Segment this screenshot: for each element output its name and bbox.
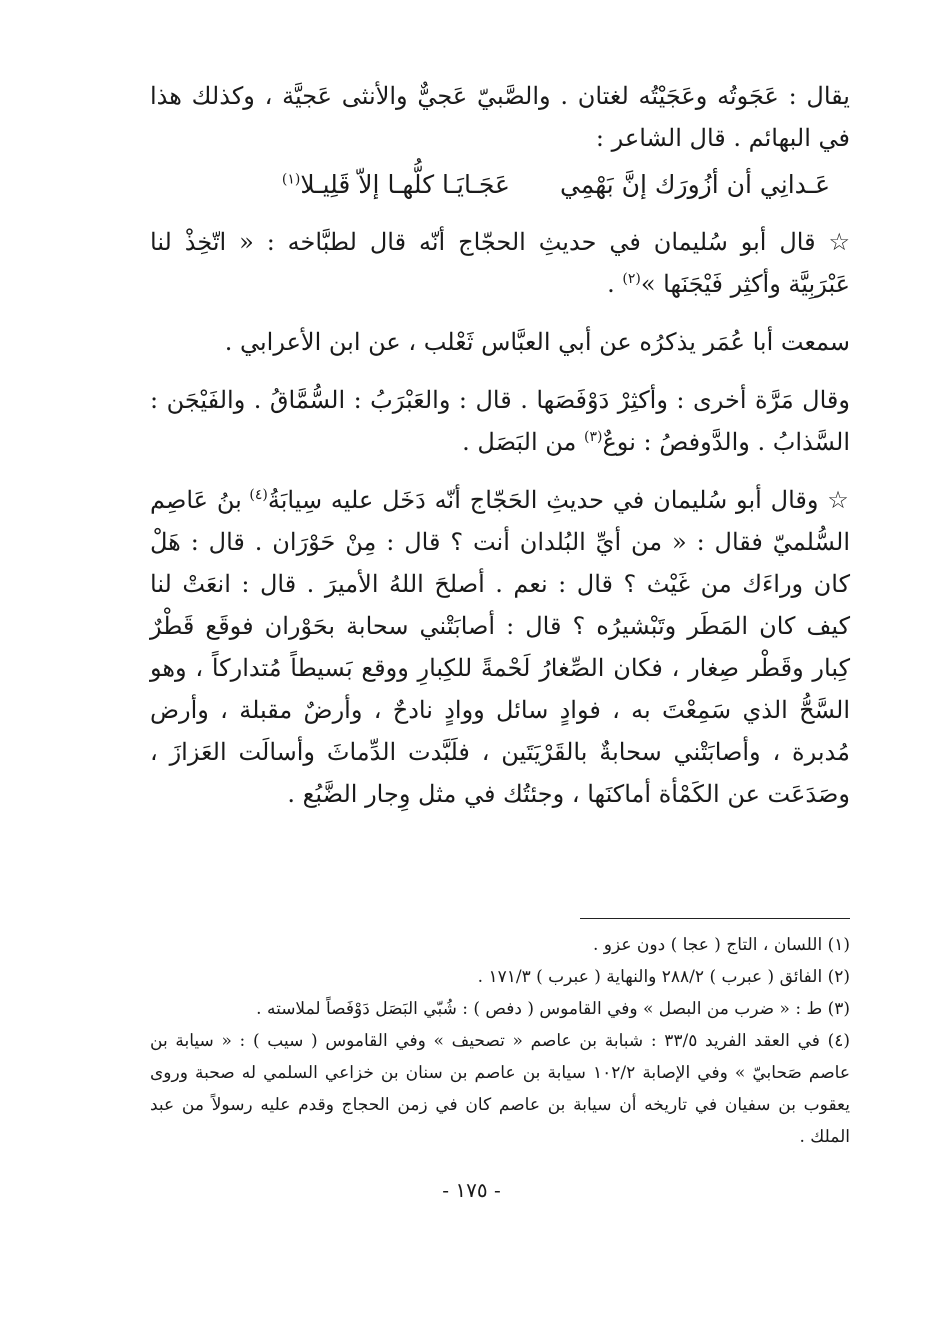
footnotes-section xyxy=(150,918,850,1153)
paragraph-2-text: ☆ قال أبو سُليمان في حديثِ الحجّاج أنّه قال لطبَّاخه : « اتّخِذْ لنا عَبْرَبِيَّة وأكثِر فَيْجَنَها » xyxy=(150,228,850,298)
footnote-4: (٤) في العقد الفريد ٣٣/٥ : شبابة بن عاصم « تصحيف » وفي القاموس ( سيب ) : « سيابة بن عاصم صَحابيّ » وفي الإصابة ١٠٢/٢ سيابة بن عاصم بن سنان بن خزاعي السلمي له صحبة وروى يعقوب بن سفيان في تاريخه أن سيابة بن عاصم كان في زمن الحجاج وقدم عليه رسولاً من عبد الملك . xyxy=(150,1031,851,1147)
footnote-ref-3: (٣) xyxy=(584,429,603,445)
verse-hemistich-2 xyxy=(282,163,510,207)
paragraph-5-text-b: بنُ عَاصِم السُّلميّ فقال : « من أيِّ البُلدان أنت ؟ قال : مِنْ حَوْرَان . قال : هَلْ كان وراءَك من غَيْث ؟ قال : نعم . أصلحَ اللهُ الأميرَ . قال : انعَتْ لنا كيف كان المَطَر وتَبْشيرُه ؟ قال : أصابَتْني سحابة بحَوْران فوقَع قَطْرٌ كِبار وقَطْر صِغار ، فكان الصِّغارُ لَحْمةً للكِبارِ ووقع بَسيطاً مُتداركاً ، وهو السَّحُّ الذي سَمِعْتَ به ، فوادٍ سائل ووادٍ نادحٌ ، وأرضٌ مقبلة ، وأرض مُدبرة ، وأصابَتْني سحابةٌ بالقَرْيَتَين ، فلَبَّدت الدِّماثَ وأسالَت العَزازَ ، وصَدَعَت عن الكَمْأة أماكنَها ، وجئتُك في مثل وِجار الضَّبُع . xyxy=(150,486,850,808)
poetry-verse xyxy=(150,163,830,207)
paragraph-3 xyxy=(150,321,850,363)
paragraph-4-text: وقال مَرَّة أخرى : وأكثِرْ دَوْفَصَها . قال : والعَبْرَبُ : السُّمَّاقُ . والفَيْجَن : السَّذابُ . والدَّوفصُ : نوعٌ xyxy=(150,386,850,456)
paragraph-2 xyxy=(150,221,850,305)
paragraph-5 xyxy=(150,479,850,815)
footnote-3: (٣) ط : « ضرب من البصل » وفي القاموس ( دفص ) : شُبّي البَصَل دَوْفَصاً لملاسته . xyxy=(256,999,850,1019)
paragraph-4 xyxy=(150,379,850,463)
page-number: - ١٧٥ - xyxy=(442,1178,501,1202)
footnote-ref-2: (٢) xyxy=(622,271,641,287)
paragraph-4-end: من البَصَل . xyxy=(462,428,585,456)
footnote-ref-1: (١) xyxy=(281,171,301,188)
paragraph-1 xyxy=(150,75,850,159)
paragraph-5-text-a: ☆ وقال أبو سُليمان في حديثِ الحَجّاج أنّه دَخَل عليه سِيابَةُ xyxy=(267,486,850,514)
paragraph-2-end: . xyxy=(607,270,623,298)
verse-hemistich-2-text: عَجَـايَـا كلُّهـا إلاّ قَلِيـلا xyxy=(300,170,510,199)
paragraph-3-text: سمعت أبا عُمَر يذكرُه عن أبي العبَّاس ثَعْلب ، عن ابن الأعرابي . xyxy=(224,328,850,356)
body-text xyxy=(150,75,850,831)
footnote-divider xyxy=(580,918,850,919)
footnote-2: (٢) الفائق ( عبرب ) ٢٨٨/٢ والنهاية ( عبرب ) ١٧١/٣ . xyxy=(477,967,850,987)
paragraph-1-text: يقال : عَجَوتُه وعَجَيْتُه لغتان . والصَّبيّ عَجيٌّ والأنثى عَجيَّة ، وكذلك هذا في البهائم . قال الشاعر : xyxy=(150,82,850,152)
verse-hemistich-1: عَـدانِي أن أزُورَك إنَّ بَهْمِي xyxy=(559,170,830,199)
footnote-ref-4: (٤) xyxy=(249,487,268,503)
verse-gap xyxy=(510,163,560,207)
footnote-1: (١) اللسان ، التاج ( عجا ) دون عزو . xyxy=(592,935,850,955)
